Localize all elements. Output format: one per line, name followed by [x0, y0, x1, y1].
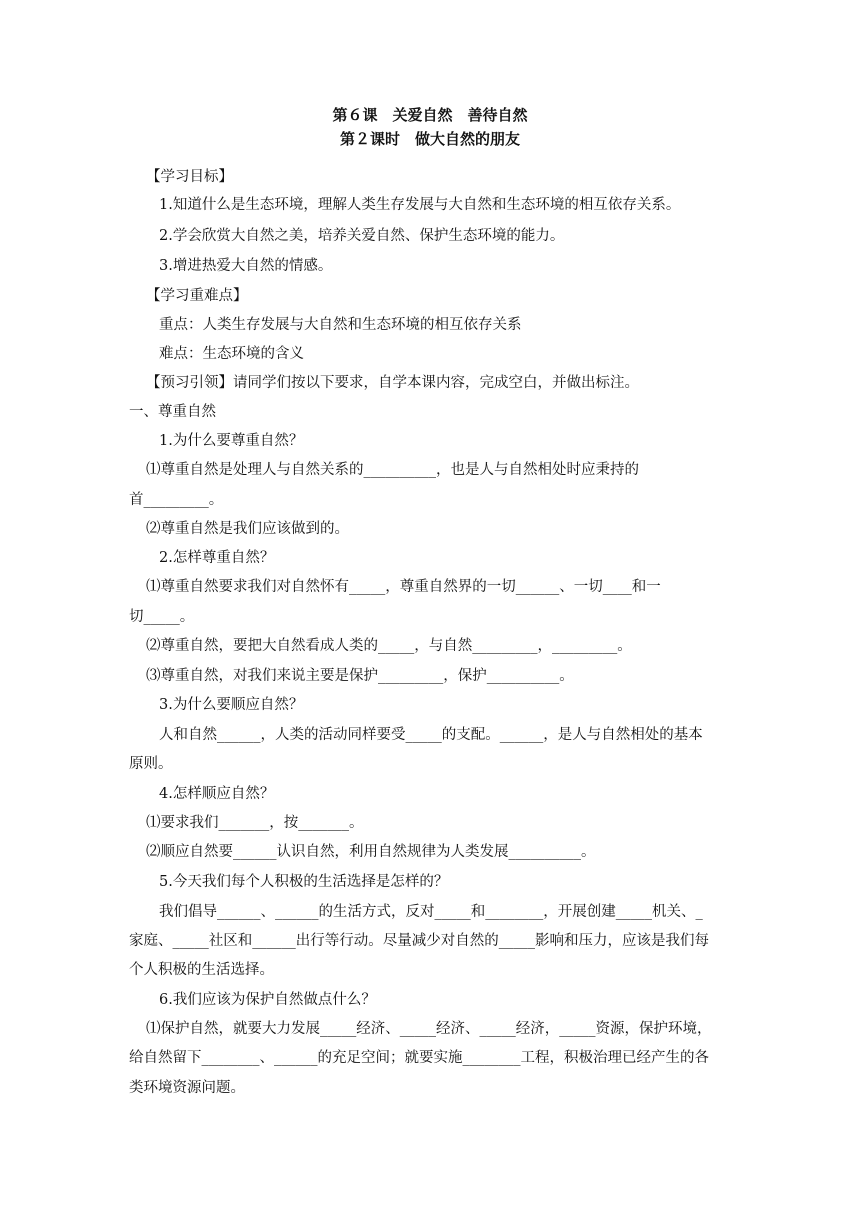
text-line: ⑴要求我们_______，按_______。: [146, 815, 364, 831]
section-heading: 【学习重难点】: [146, 288, 248, 304]
text-line: ⑵尊重自然是我们应该做到的。: [146, 521, 349, 537]
text-line: 2.学会欣赏大自然之美，培养关爱自然、保护生态环境的能力。: [159, 228, 565, 244]
text-line: ⑴尊重自然是处理人与自然关系的__________，也是人与自然相处时应秉持的: [146, 462, 639, 478]
question-line: 1.为什么要尊重自然？: [159, 433, 304, 449]
question-line: 6.我们应该为保护自然做点什么？: [159, 992, 376, 1008]
text-line: 类环境资源问题。: [129, 1080, 245, 1096]
text-line: 原则。: [129, 756, 173, 772]
text-line: 给自然留下________、______的充足空间；就要实施________工程，积极治理已经产生的各: [129, 1050, 709, 1066]
text-line: 家庭、_____社区和______出行等行动。尽量减少对自然的_____影响和压力，应该是我们每: [129, 933, 709, 949]
text-line: 难点：生态环境的含义: [159, 346, 304, 362]
text-line: ⑵尊重自然，要把大自然看成人类的_____，与自然_________，_________。: [146, 638, 632, 654]
question-line: 5.今天我们每个人积极的生活选择是怎样的？: [159, 874, 449, 890]
text-line: 个人积极的生活选择。: [129, 962, 274, 978]
text-line: 人和自然______，人类的活动同样要受_____的支配。______，是人与自然相处的基本: [159, 727, 703, 743]
text-line: 1.知道什么是生态环境，理解人类生存发展与大自然和生态环境的相互依存关系。: [159, 197, 681, 213]
text-line: ⑴尊重自然要求我们对自然怀有_____，尊重自然界的一切______、一切____和一: [146, 579, 661, 595]
section-heading: 一、尊重自然: [129, 404, 216, 420]
question-line: 4.怎样顺应自然？: [159, 786, 275, 802]
text-line: 3.增进热爱大自然的情感。: [159, 258, 333, 274]
lesson-subtitle: 第２课时 做大自然的朋友: [339, 130, 520, 148]
text-line: ⑵顺应自然要______认识自然，利用自然规律为人类发展__________。: [146, 844, 596, 860]
text-line: 我们倡导______、______的生活方式，反对_____和________，开展创建_____机关、_: [159, 904, 703, 920]
lesson-title: 第６课 关爱自然 善待自然: [332, 106, 528, 124]
text-line: 【预习引领】请同学们按以下要求，自学本课内容，完成空白，并做出标注。: [146, 375, 639, 391]
question-line: 3.为什么要顺应自然？: [159, 697, 304, 713]
text-line: 首_________。: [129, 492, 224, 508]
text-line: ⑶尊重自然，对我们来说主要是保护_________，保护__________。: [146, 668, 574, 684]
text-line: ⑴保护自然，就要大力发展_____经济、_____经济、_____经济，_____资源，保护环境，: [146, 1021, 712, 1037]
question-line: 2.怎样尊重自然？: [159, 550, 275, 566]
text-line: 切_____。: [129, 609, 195, 625]
text-line: 重点：人类生存发展与大自然和生态环境的相互依存关系: [159, 317, 522, 333]
section-heading: 【学习目标】: [146, 169, 233, 185]
